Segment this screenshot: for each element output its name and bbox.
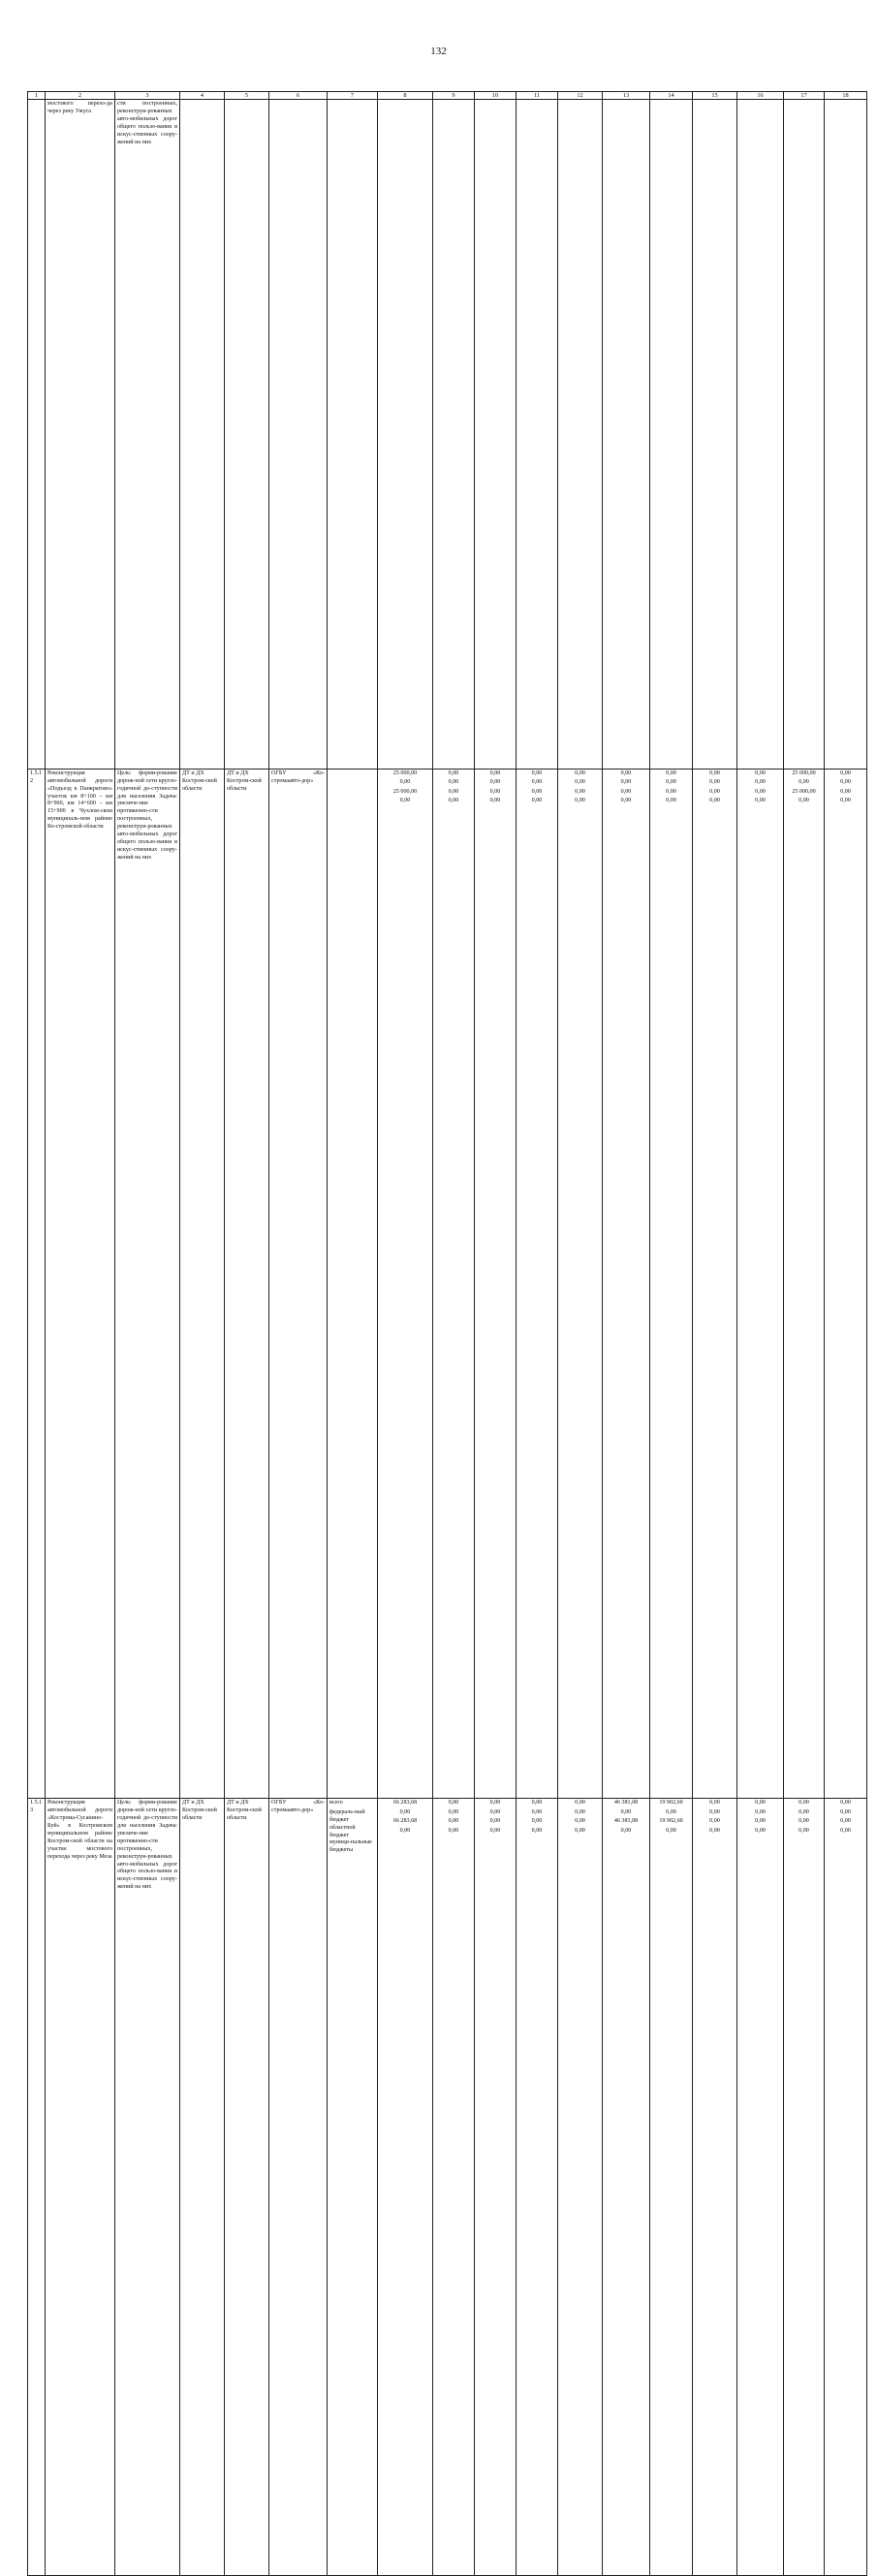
amount-value: 0,00 xyxy=(840,779,851,786)
funding-source-label xyxy=(329,779,375,789)
executor-cell: ДТ и ДХ Костром-ской области xyxy=(225,1799,269,2576)
column-number: 6 xyxy=(269,92,328,100)
amount-value: 19 902,60 xyxy=(659,1800,683,1806)
amount-value: 0,00 xyxy=(575,788,585,795)
coordinator-cell: ДТ и ДХ Костром-ской области xyxy=(180,769,225,1798)
column-number: 18 xyxy=(825,92,867,100)
amount-value: 0,00 xyxy=(575,770,585,776)
amount-value: 0,00 xyxy=(840,770,851,776)
column-number: 3 xyxy=(115,92,180,100)
amount-value: 0,00 xyxy=(709,1827,720,1834)
measure-name-cell: Реконструкция автомобильной дороги «Кострома-Сусанино-Буй» в Костромском муниципальном районе Костром-ской области на участке мостового перехода через реку Меза xyxy=(46,1799,115,2576)
column-number: 5 xyxy=(225,92,269,100)
amount-value: 0,00 xyxy=(531,1818,543,1825)
amount-value: 0,00 xyxy=(755,1827,766,1834)
amount-value: 0,00 xyxy=(531,770,543,776)
amount-value: 0,00 xyxy=(709,1800,720,1806)
measure-name-cell: Реконструкция автомобильной дороги «Подъезд к Панкратово» участок км 8+100 – км 8+900, км 14+600 – км 15+900 в Чухлом-ском муниципаль-ном районе Ко-стромской области xyxy=(46,769,115,1798)
amount-value: 25 000,00 xyxy=(392,788,418,795)
amount-value: 0,00 xyxy=(840,798,851,804)
amount-cell xyxy=(650,100,693,770)
amount-value: 0,00 xyxy=(448,1808,459,1815)
column-number: 14 xyxy=(650,92,693,100)
amount-value: 0,00 xyxy=(620,798,632,804)
amount-cell xyxy=(693,769,737,1798)
amount-value: 0,00 xyxy=(709,798,720,804)
amount-value: 0,00 xyxy=(399,1808,411,1815)
amount-cell xyxy=(517,100,558,770)
amount-cell xyxy=(475,769,517,1798)
amount-cell xyxy=(603,100,650,770)
amount-value: 0,00 xyxy=(448,779,459,786)
amount-value: 0,00 xyxy=(489,779,501,786)
amount-value: 66 283,68 xyxy=(392,1818,418,1825)
amount-cell xyxy=(825,769,867,1798)
amount-value: 0,00 xyxy=(531,1800,543,1806)
amount-value: 0,00 xyxy=(575,1818,585,1825)
column-number: 4 xyxy=(180,92,225,100)
amount-value: 0,00 xyxy=(531,779,543,786)
amount-value: 0,00 xyxy=(620,770,632,776)
amount-value: 0,00 xyxy=(489,798,501,804)
funding-source-label: федераль-ный бюджет xyxy=(329,1808,365,1823)
amount-cell xyxy=(603,1799,650,2576)
amount-value: 0,00 xyxy=(799,779,809,786)
amount-value: 0,00 xyxy=(575,1808,585,1815)
amount-cell xyxy=(693,1799,737,2576)
amount-value: 0,00 xyxy=(755,770,766,776)
amount-value: 0,00 xyxy=(799,798,809,804)
amount-value: 0,00 xyxy=(620,788,632,795)
row-number-cell: 1.5.13 xyxy=(28,1799,46,2576)
amount-value: 0,00 xyxy=(531,1808,543,1815)
table-row xyxy=(28,769,867,1798)
coordinator-cell xyxy=(180,100,225,770)
goal-task-cell: Цель: форми-рование дорож-ной сети кругло-годичной до-ступности для населения Задача: увеличе-ние протяженно-сти построенных, реконструи-рованных авто-мобильных дорог общего пользо-вания и искус-ственных соору-жений на них xyxy=(115,1799,180,2576)
amount-cell xyxy=(558,769,603,1798)
amount-value: 0,00 xyxy=(755,1800,766,1806)
column-number-row xyxy=(28,92,867,100)
amount-value: 0,00 xyxy=(840,788,851,795)
amount-value: 0,00 xyxy=(709,770,720,776)
amount-value: 0,00 xyxy=(399,798,411,804)
amount-value: 46 381,08 xyxy=(613,1818,639,1825)
amount-value: 0,00 xyxy=(575,1827,585,1834)
column-number: 9 xyxy=(433,92,475,100)
amount-cell xyxy=(650,769,693,1798)
amount-value: 0,00 xyxy=(489,1818,501,1825)
amount-value: 0,00 xyxy=(666,1808,676,1815)
amount-value: 0,00 xyxy=(489,788,501,795)
amount-cell xyxy=(378,1799,433,2576)
amount-cell xyxy=(433,1799,475,2576)
goal-task-cell: Цель: форми-рование дорож-ной сети кругло-годичной до-ступности для населения Задача: увеличе-ние протяженно-сти построенных, реконструи-рованных авто-мобильных дорог общего пользо-вания и искус-ственных соору-жений на них xyxy=(115,769,180,1798)
amount-value: 0,00 xyxy=(840,1827,851,1834)
amount-value: 0,00 xyxy=(489,1827,501,1834)
row-number-cell xyxy=(28,100,46,770)
amount-value: 0,00 xyxy=(755,1818,766,1825)
amount-value: 0,00 xyxy=(399,779,411,786)
amount-value: 0,00 xyxy=(531,788,543,795)
amount-value: 0,00 xyxy=(531,798,543,804)
column-number: 10 xyxy=(475,92,517,100)
amount-value: 0,00 xyxy=(489,1800,501,1806)
column-number: 8 xyxy=(378,92,433,100)
amount-cell xyxy=(693,100,737,770)
amount-value: 0,00 xyxy=(840,1800,851,1806)
amount-cell xyxy=(475,100,517,770)
financing-table xyxy=(27,91,867,2576)
amount-cell xyxy=(650,1799,693,2576)
amount-value: 0,00 xyxy=(799,1827,809,1834)
amount-cell xyxy=(517,1799,558,2576)
amount-value: 0,00 xyxy=(448,1818,459,1825)
funding-source-label: муници-пальные бюджеты xyxy=(329,1839,372,1854)
amount-cell xyxy=(825,1799,867,2576)
amount-cell xyxy=(433,100,475,770)
executor-cell: ДТ и ДХ Костром-ской области xyxy=(225,769,269,1798)
recipient-cell xyxy=(269,100,328,770)
amount-cell xyxy=(558,1799,603,2576)
column-number: 15 xyxy=(693,92,737,100)
amount-value: 0,00 xyxy=(709,779,720,786)
amount-value: 0,00 xyxy=(666,788,676,795)
amount-value: 0,00 xyxy=(799,1818,809,1825)
column-number: 17 xyxy=(784,92,825,100)
amount-cell xyxy=(475,1799,517,2576)
amount-value: 19 902,60 xyxy=(659,1818,683,1825)
amount-value: 0,00 xyxy=(840,1808,851,1815)
amount-cell xyxy=(784,1799,825,2576)
recipient-cell: ОГБУ «Ко-стромаавто-дор» xyxy=(269,769,328,1798)
amount-value: 0,00 xyxy=(666,1827,676,1834)
row-number-cell: 1.5.12 xyxy=(28,769,46,1798)
funding-source-label: всего xyxy=(329,1800,343,1806)
table-body xyxy=(28,92,867,2576)
amount-value: 25 000,00 xyxy=(792,770,816,776)
measure-name-cell: мостового перехо-да через реку Ужуга xyxy=(46,100,115,770)
column-number: 16 xyxy=(737,92,784,100)
funding-source-cell xyxy=(328,1799,378,2576)
amount-value: 0,00 xyxy=(666,770,676,776)
amount-value: 0,00 xyxy=(448,798,459,804)
amount-value: 0,00 xyxy=(489,770,501,776)
executor-cell xyxy=(225,100,269,770)
amount-cell xyxy=(378,769,433,1798)
amount-value: 0,00 xyxy=(755,798,766,804)
amount-value: 25 000,00 xyxy=(792,788,816,795)
amount-value: 0,00 xyxy=(799,1800,809,1806)
amount-value: 0,00 xyxy=(531,1827,543,1834)
amount-value: 46 381,08 xyxy=(613,1800,639,1806)
page-number: 132 xyxy=(430,46,447,57)
amount-cell xyxy=(737,769,784,1798)
column-number: 7 xyxy=(328,92,378,100)
amount-cell xyxy=(517,769,558,1798)
amount-cell xyxy=(603,769,650,1798)
amount-value: 0,00 xyxy=(620,1827,632,1834)
amount-value: 66 283,68 xyxy=(392,1800,418,1806)
funding-source-cell xyxy=(328,100,378,770)
amount-cell xyxy=(784,100,825,770)
amount-value: 0,00 xyxy=(799,1808,809,1815)
funding-source-cell xyxy=(328,769,378,1798)
table-row xyxy=(28,100,867,770)
amount-value: 0,00 xyxy=(755,1808,766,1815)
amount-value: 0,00 xyxy=(575,1800,585,1806)
amount-value: 0,00 xyxy=(666,779,676,786)
column-number: 1 xyxy=(28,92,46,100)
funding-source-label: областной бюджет xyxy=(329,1824,356,1838)
amount-value: 0,00 xyxy=(575,798,585,804)
column-number: 12 xyxy=(558,92,603,100)
funding-source-label xyxy=(329,789,375,799)
recipient-cell: ОГБУ «Ко-стромаавто-дор» xyxy=(269,1799,328,2576)
amount-value: 0,00 xyxy=(709,788,720,795)
amount-value: 25 000,00 xyxy=(392,770,418,776)
amount-value: 0,00 xyxy=(448,1827,459,1834)
amount-cell xyxy=(737,1799,784,2576)
amount-value: 0,00 xyxy=(448,770,459,776)
amount-cell xyxy=(378,100,433,770)
amount-value: 0,00 xyxy=(620,1808,632,1815)
amount-value: 0,00 xyxy=(575,779,585,786)
table-row xyxy=(28,1799,867,2576)
amount-value: 0,00 xyxy=(666,798,676,804)
amount-value: 0,00 xyxy=(709,1808,720,1815)
amount-value: 0,00 xyxy=(489,1808,501,1815)
amount-cell xyxy=(784,769,825,1798)
column-number: 11 xyxy=(517,92,558,100)
coordinator-cell: ДТ и ДХ Костром-ской области xyxy=(180,1799,225,2576)
goal-task-cell: сти построенных, реконструи-рованных авто-мобильных дорог общего пользо-вания и искус-ственных соору-жений на них xyxy=(115,100,180,770)
amount-cell xyxy=(558,100,603,770)
amount-value: 0,00 xyxy=(709,1818,720,1825)
column-number: 2 xyxy=(46,92,115,100)
funding-source-label xyxy=(329,770,375,780)
column-number: 13 xyxy=(603,92,650,100)
amount-value: 0,00 xyxy=(755,788,766,795)
amount-value: 0,00 xyxy=(840,1818,851,1825)
amount-value: 0,00 xyxy=(448,1800,459,1806)
amount-cell xyxy=(825,100,867,770)
funding-source-label xyxy=(329,798,375,807)
amount-value: 0,00 xyxy=(448,788,459,795)
amount-value: 0,00 xyxy=(399,1827,411,1834)
amount-cell xyxy=(433,769,475,1798)
amount-cell xyxy=(737,100,784,770)
amount-value: 0,00 xyxy=(755,779,766,786)
amount-value: 0,00 xyxy=(620,779,632,786)
